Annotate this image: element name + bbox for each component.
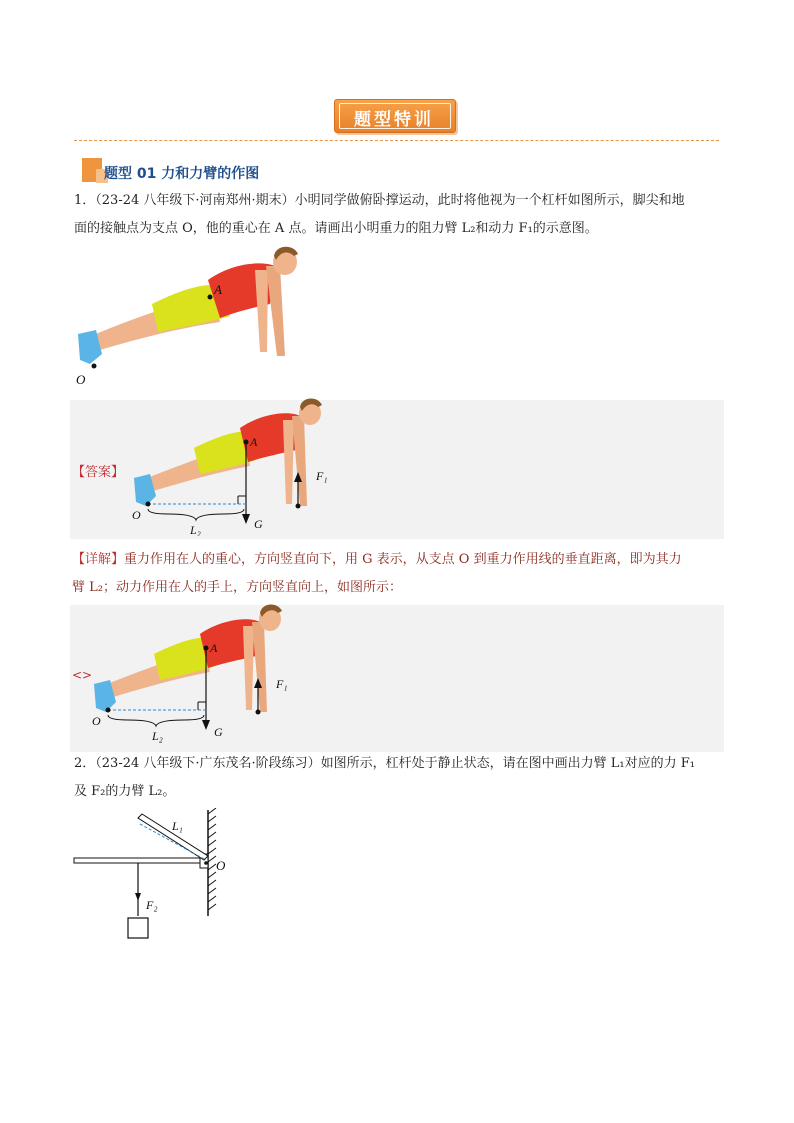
q1-line2: 面的接触点为支点 O，他的重心在 A 点。请画出小明重力的阻力臂 L₂和动力 F₁的示意图。 — [74, 221, 598, 236]
q2-line1: 2．（23-24 八年级下·广东茂名·阶段练习）如图所示，杠杆处于静止状态，请在图中画出力臂 L₁对应的力 F₁ — [74, 756, 695, 771]
label-l2: L₂ — [190, 523, 201, 536]
q1-pushup-figure — [70, 242, 310, 392]
force-arrow-icon — [135, 893, 141, 901]
right-angle-mark — [238, 496, 246, 504]
point-a — [204, 646, 209, 651]
wall-hatching — [208, 808, 216, 910]
label-f2: F₂ — [146, 898, 158, 912]
section-title — [104, 163, 259, 183]
detail-line2: 臂 L₂；动力作用在人的手上，方向竖直向上，如图所示： — [72, 580, 402, 595]
label-f1: F₁ — [316, 469, 328, 483]
label-o: O — [216, 858, 226, 873]
point-hand — [256, 710, 261, 715]
pivot-o — [204, 861, 208, 865]
label-f1: F₁ — [276, 677, 288, 691]
point-a — [244, 440, 249, 445]
detail-text1: 重力作用在人的重心，方向竖直向下，用 G 表示，从支点 O 到重力作用线的垂直距离，即为其力 — [124, 552, 682, 567]
section-prefix: 题型 — [104, 166, 132, 182]
arm-back — [243, 626, 254, 710]
brace — [148, 509, 244, 520]
arm-back — [255, 270, 268, 352]
q1-line1: 1．（23-24 八年级下·河南郑州·期末）小明同学做俯卧撑运动，此时将他视为一个杠杆如图所示，脚尖和地 — [74, 193, 685, 208]
label-g: G — [254, 517, 263, 531]
label-a: A — [214, 282, 222, 297]
section-name: 01 力和力臂的作图 — [136, 166, 260, 182]
banner-title: 题型特训 — [354, 110, 434, 130]
point-o — [106, 708, 111, 713]
arm-front — [252, 622, 267, 712]
dashed-divider — [74, 140, 719, 141]
lever-bar — [74, 858, 208, 863]
right-angle-mark — [198, 702, 206, 710]
detail-figure — [88, 602, 298, 747]
label-g: G — [214, 725, 223, 739]
detail-line1 — [72, 546, 682, 574]
label-o: O — [92, 714, 101, 728]
label-o: O — [76, 372, 86, 387]
arm-front — [292, 416, 307, 506]
point-o — [92, 364, 97, 369]
answer-figure — [128, 396, 338, 536]
detail-tag: 【详解】 — [72, 552, 125, 567]
weight-block — [128, 918, 148, 938]
answer-tag: 【答案】 — [72, 465, 125, 480]
point-o — [146, 502, 151, 507]
section-banner — [334, 99, 456, 133]
point-a — [208, 295, 213, 300]
gravity-arrow-icon — [242, 514, 250, 524]
label-a: A — [250, 435, 258, 449]
detail-marker: <> — [72, 668, 93, 682]
label-o: O — [132, 508, 141, 522]
q2-lever-figure — [70, 808, 240, 943]
gravity-arrow-icon — [202, 720, 210, 730]
q2-line2: 及 F₂的力臂 L₂。 — [74, 784, 176, 799]
arm-back — [283, 420, 294, 504]
label-l2: L₂ — [152, 729, 163, 743]
label-a: A — [210, 641, 218, 655]
point-hand — [296, 504, 301, 509]
brace — [108, 715, 204, 726]
arm-front — [266, 266, 285, 356]
label-l1: L₁ — [172, 819, 183, 833]
